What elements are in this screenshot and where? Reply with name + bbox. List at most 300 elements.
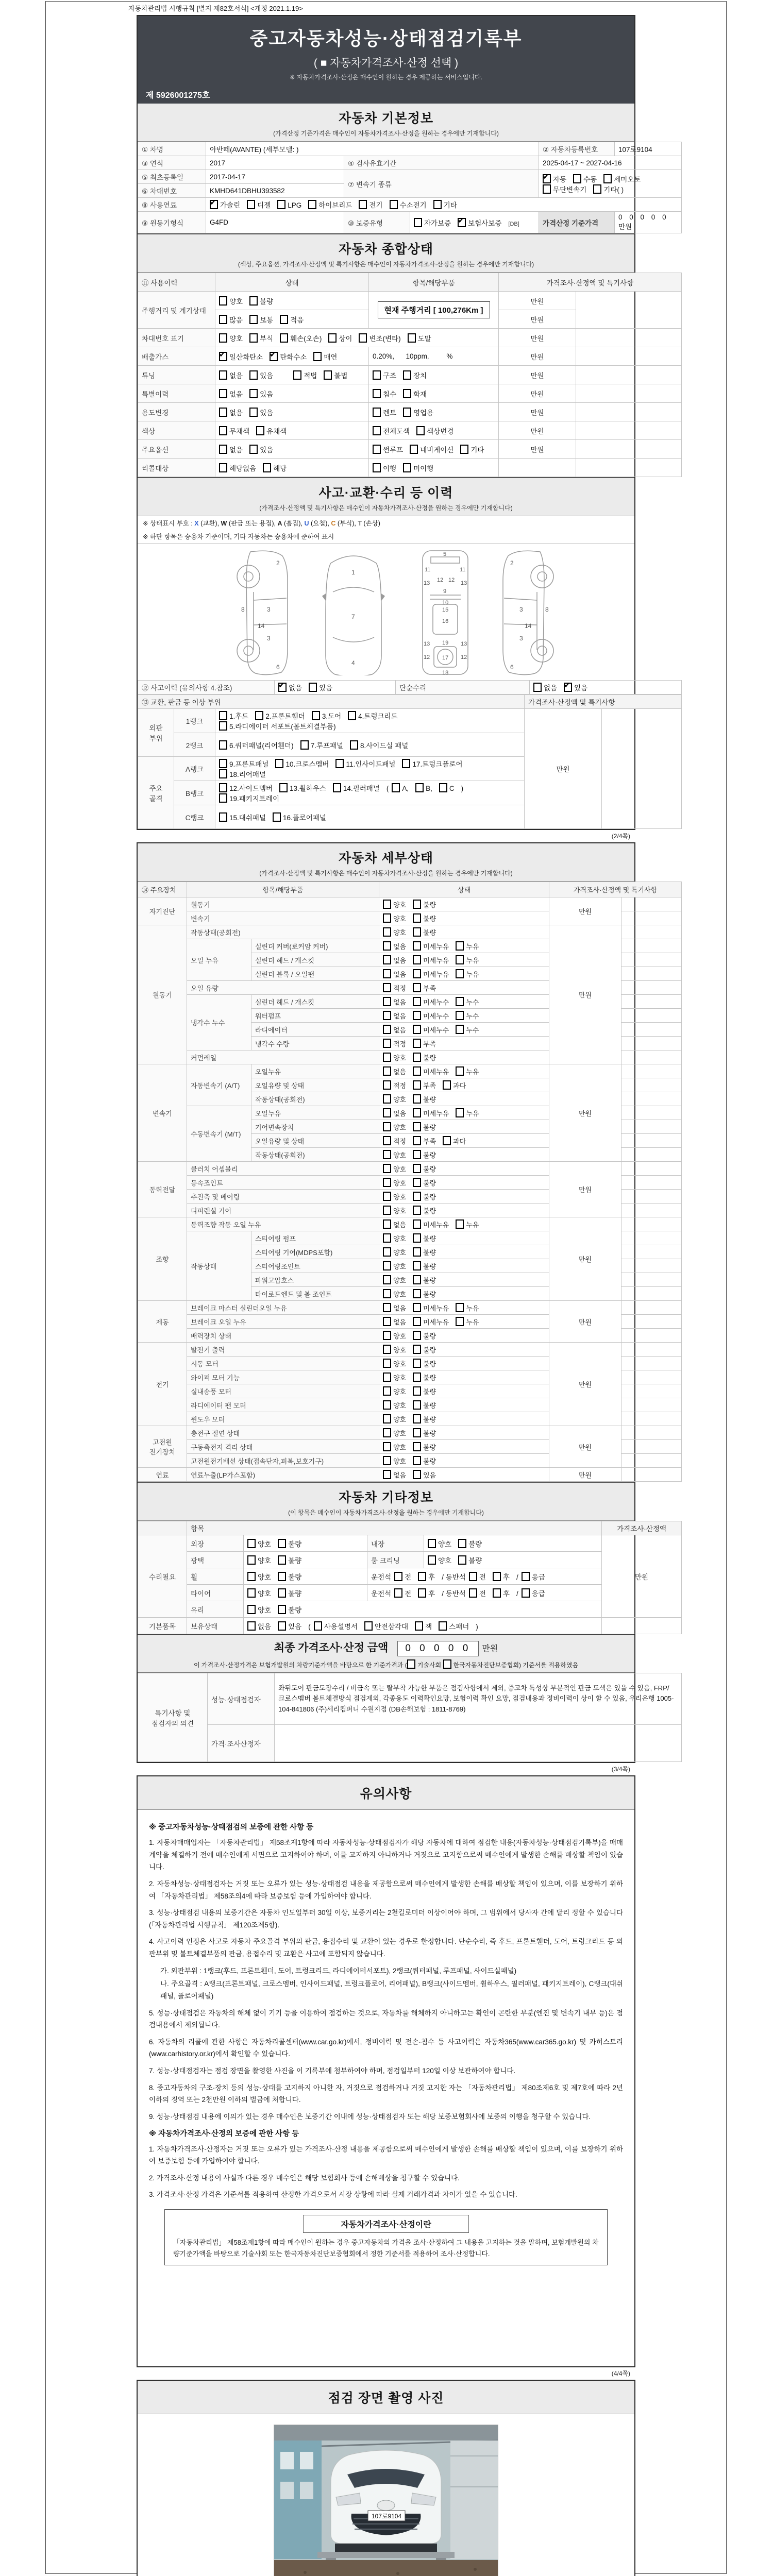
checkbox-option[interactable]: 10.크로스멤버 [275, 758, 329, 769]
checkbox-option[interactable]: B, [415, 783, 432, 792]
unchecked-checkbox-icon[interactable] [403, 408, 411, 417]
checkbox-option[interactable]: ✔ 있음 [564, 682, 587, 692]
unchecked-checkbox-icon[interactable] [443, 1136, 451, 1145]
checked-checkbox-icon[interactable] [564, 683, 572, 692]
unchecked-checkbox-icon[interactable] [383, 1372, 391, 1382]
checkbox-option[interactable]: 양호 [383, 1275, 406, 1285]
checkbox-option[interactable]: 불량 [413, 1178, 436, 1188]
checkbox-option[interactable]: 하이브리드 [308, 199, 352, 210]
checkbox-option[interactable]: 없음 [383, 1219, 406, 1229]
unchecked-checkbox-icon[interactable] [533, 683, 542, 692]
unchecked-checkbox-icon[interactable] [383, 1066, 391, 1076]
checkbox-option[interactable]: 양호 [428, 1538, 451, 1549]
unchecked-checkbox-icon[interactable] [413, 1122, 421, 1131]
checkbox-option[interactable]: 네비게이션 [410, 444, 453, 454]
unchecked-checkbox-icon[interactable] [383, 1233, 391, 1243]
checkbox-option[interactable]: 양호 [383, 1192, 406, 1201]
unchecked-checkbox-icon[interactable] [402, 759, 410, 768]
unchecked-checkbox-icon[interactable] [413, 941, 421, 951]
unchecked-checkbox-icon[interactable] [413, 1094, 421, 1104]
unchecked-checkbox-icon[interactable] [383, 1414, 391, 1423]
unchecked-checkbox-icon[interactable] [335, 759, 344, 768]
checkbox-option[interactable]: 불량 [413, 1192, 436, 1201]
unchecked-checkbox-icon[interactable] [278, 1588, 286, 1598]
checkbox-option[interactable]: 불량 [413, 1400, 436, 1410]
checkbox-option[interactable]: 안전삼각대 [364, 1621, 408, 1631]
checkbox-option[interactable]: 있음 [309, 682, 332, 692]
unchecked-checkbox-icon[interactable] [383, 1456, 391, 1465]
unchecked-checkbox-icon[interactable] [413, 1192, 421, 1201]
unchecked-checkbox-icon[interactable] [275, 759, 283, 768]
unchecked-checkbox-icon[interactable] [383, 1039, 391, 1048]
checkbox-option[interactable]: 양호 [383, 1247, 406, 1257]
unchecked-checkbox-icon[interactable] [413, 927, 421, 937]
unchecked-checkbox-icon[interactable] [308, 200, 316, 209]
unchecked-checkbox-icon[interactable] [413, 1345, 421, 1354]
unchecked-checkbox-icon[interactable] [413, 1066, 421, 1076]
checked-checkbox-icon[interactable] [278, 683, 287, 692]
unchecked-checkbox-icon[interactable] [403, 463, 411, 472]
unchecked-checkbox-icon[interactable] [383, 1470, 391, 1479]
checkbox-option[interactable]: 잭 [415, 1621, 432, 1631]
checkbox-option[interactable]: 양호 [383, 1442, 406, 1452]
checkbox-option[interactable]: 양호 [383, 1331, 406, 1341]
unchecked-checkbox-icon[interactable] [219, 759, 227, 768]
unchecked-checkbox-icon[interactable] [593, 184, 601, 194]
checkbox-option[interactable]: 미세누수 [413, 1011, 449, 1021]
unchecked-checkbox-icon[interactable] [413, 1053, 421, 1062]
unchecked-checkbox-icon[interactable] [293, 370, 301, 380]
checkbox-option[interactable]: 양호 [383, 1094, 406, 1104]
unchecked-checkbox-icon[interactable] [255, 711, 263, 720]
checkbox-option[interactable]: 2.프론트휀더 [255, 710, 305, 721]
unchecked-checkbox-icon[interactable] [413, 1359, 421, 1368]
unchecked-checkbox-icon[interactable] [256, 426, 264, 435]
checkbox-option[interactable]: 없음 [383, 1470, 406, 1480]
unchecked-checkbox-icon[interactable] [383, 927, 391, 937]
checkbox-option[interactable]: 불량 [458, 1555, 482, 1565]
checkbox-option[interactable]: ✔ 일산화탄소 [219, 351, 263, 362]
checkbox-option[interactable]: 3.도어 [312, 710, 341, 721]
checkbox-option[interactable]: 양호 [383, 1400, 406, 1410]
checkbox-option[interactable]: 미세누수 [413, 997, 449, 1007]
checkbox-option[interactable]: 전기 [359, 199, 382, 210]
unchecked-checkbox-icon[interactable] [383, 1289, 391, 1298]
unchecked-checkbox-icon[interactable] [383, 1206, 391, 1215]
checkbox-option[interactable]: 없음 [533, 682, 557, 692]
unchecked-checkbox-icon[interactable] [392, 783, 400, 792]
checked-checkbox-icon[interactable] [270, 352, 278, 361]
checkbox-option[interactable]: 미세누유 [413, 955, 449, 965]
checkbox-option[interactable]: 없음 [383, 955, 406, 965]
unchecked-checkbox-icon[interactable] [456, 1025, 464, 1034]
checkbox-option[interactable]: 누유 [456, 1303, 479, 1313]
checkbox-option[interactable]: 불량 [413, 1428, 436, 1438]
unchecked-checkbox-icon[interactable] [456, 1108, 464, 1117]
unchecked-checkbox-icon[interactable] [249, 296, 258, 306]
checkbox-option[interactable]: ✔자동 [543, 174, 566, 184]
checkbox-option[interactable]: 9.프론트패널 [219, 758, 268, 769]
checkbox-option[interactable]: 후 [418, 1571, 435, 1582]
checkbox-option[interactable]: 누유 [456, 955, 479, 965]
checkbox-option[interactable]: 전 [469, 1571, 486, 1582]
checkbox-option[interactable]: 양호 [383, 1414, 406, 1424]
unchecked-checkbox-icon[interactable] [219, 740, 227, 750]
unchecked-checkbox-icon[interactable] [383, 1359, 391, 1368]
unchecked-checkbox-icon[interactable] [247, 1588, 256, 1598]
unchecked-checkbox-icon[interactable] [328, 333, 337, 343]
unchecked-checkbox-icon[interactable] [413, 900, 421, 909]
unchecked-checkbox-icon[interactable] [413, 1470, 421, 1479]
unchecked-checkbox-icon[interactable] [359, 333, 367, 343]
checkbox-option[interactable]: 불량 [413, 900, 436, 909]
unchecked-checkbox-icon[interactable] [263, 463, 271, 472]
checkbox-option[interactable]: 사용설명서 [314, 1621, 358, 1631]
checkbox-option[interactable]: 세미오토 [603, 174, 641, 184]
checkbox-option[interactable]: 없음 [219, 444, 243, 454]
checkbox-option[interactable]: A, [392, 783, 409, 792]
checkbox-option[interactable]: 양호 [383, 1289, 406, 1299]
checkbox-option[interactable]: 양호 [383, 1122, 406, 1132]
unchecked-checkbox-icon[interactable] [219, 408, 227, 417]
checkbox-option[interactable]: 부족 [413, 1039, 436, 1048]
unchecked-checkbox-icon[interactable] [522, 1572, 530, 1581]
unchecked-checkbox-icon[interactable] [383, 900, 391, 909]
unchecked-checkbox-icon[interactable] [247, 1605, 256, 1614]
checkbox-option[interactable]: ✔ 보험사보증 [458, 217, 501, 228]
unchecked-checkbox-icon[interactable] [312, 711, 320, 720]
unchecked-checkbox-icon[interactable] [413, 1247, 421, 1257]
checkbox-option[interactable]: 적음 [280, 314, 304, 325]
checkbox-option[interactable]: 불량 [249, 296, 273, 306]
unchecked-checkbox-icon[interactable] [413, 1386, 421, 1396]
checkbox-option[interactable]: 불량 [413, 1122, 436, 1132]
unchecked-checkbox-icon[interactable] [249, 408, 258, 417]
unchecked-checkbox-icon[interactable] [383, 1122, 391, 1131]
unchecked-checkbox-icon[interactable] [247, 1539, 256, 1548]
unchecked-checkbox-icon[interactable] [383, 1164, 391, 1173]
unchecked-checkbox-icon[interactable] [219, 711, 227, 720]
checkbox-option[interactable]: 전 [469, 1588, 486, 1598]
checkbox-option[interactable]: 침수 [373, 388, 396, 399]
unchecked-checkbox-icon[interactable] [403, 389, 411, 398]
checkbox-option[interactable]: 양호 [383, 1178, 406, 1188]
unchecked-checkbox-icon[interactable] [394, 1572, 402, 1581]
checkbox-option[interactable]: 누유 [456, 1108, 479, 1118]
checkbox-option[interactable]: 후 [418, 1588, 435, 1598]
unchecked-checkbox-icon[interactable] [413, 1136, 421, 1145]
checked-checkbox-icon[interactable] [219, 352, 227, 361]
checkbox-option[interactable]: 후 [493, 1571, 510, 1582]
checkbox-option[interactable]: 많음 [219, 314, 243, 325]
unchecked-checkbox-icon[interactable] [414, 218, 422, 227]
checkbox-option[interactable]: 없음 [383, 969, 406, 979]
checkbox-option[interactable]: 자가보증 [414, 217, 451, 228]
unchecked-checkbox-icon[interactable] [383, 1219, 391, 1229]
checkbox-option[interactable]: 미세누유 [413, 1303, 449, 1313]
checkbox-option[interactable]: 12.사이드멤버 [219, 783, 273, 793]
unchecked-checkbox-icon[interactable] [413, 1289, 421, 1298]
unchecked-checkbox-icon[interactable] [249, 389, 258, 398]
unchecked-checkbox-icon[interactable] [413, 955, 421, 964]
checkbox-option[interactable]: ✔ 없음 [278, 682, 302, 692]
checkbox-option[interactable]: 썬루프 [373, 444, 403, 454]
unchecked-checkbox-icon[interactable] [383, 955, 391, 964]
unchecked-checkbox-icon[interactable] [219, 793, 227, 803]
unchecked-checkbox-icon[interactable] [460, 445, 468, 454]
checkbox-option[interactable]: 화재 [403, 388, 427, 399]
checkbox-option[interactable]: 불량 [413, 1414, 436, 1424]
unchecked-checkbox-icon[interactable] [383, 1317, 391, 1326]
unchecked-checkbox-icon[interactable] [418, 1572, 426, 1581]
checkbox-option[interactable]: 불량 [413, 1275, 436, 1285]
unchecked-checkbox-icon[interactable] [373, 445, 381, 454]
unchecked-checkbox-icon[interactable] [407, 1659, 415, 1669]
checkbox-option[interactable]: 양호 [247, 1588, 271, 1598]
unchecked-checkbox-icon[interactable] [313, 352, 322, 361]
checkbox-option[interactable]: 불량 [278, 1555, 301, 1565]
unchecked-checkbox-icon[interactable] [247, 1621, 256, 1631]
unchecked-checkbox-icon[interactable] [439, 1621, 447, 1631]
unchecked-checkbox-icon[interactable] [413, 1317, 421, 1326]
unchecked-checkbox-icon[interactable] [443, 1659, 451, 1669]
checkbox-option[interactable]: 17.트렁크플로어 [402, 758, 462, 769]
unchecked-checkbox-icon[interactable] [428, 1555, 436, 1565]
unchecked-checkbox-icon[interactable] [413, 1400, 421, 1410]
checkbox-option[interactable]: 있음 [249, 407, 273, 417]
unchecked-checkbox-icon[interactable] [413, 1108, 421, 1117]
unchecked-checkbox-icon[interactable] [333, 783, 341, 792]
checkbox-option[interactable]: 18.리어패널 [219, 769, 266, 779]
unchecked-checkbox-icon[interactable] [383, 997, 391, 1006]
unchecked-checkbox-icon[interactable] [219, 783, 227, 792]
checkbox-option[interactable]: 양호 [383, 1164, 406, 1174]
unchecked-checkbox-icon[interactable] [383, 1442, 391, 1451]
unchecked-checkbox-icon[interactable] [373, 463, 381, 472]
checkbox-option[interactable]: 불법 [324, 370, 347, 380]
checkbox-option[interactable]: 훼손(오손) [280, 333, 322, 343]
unchecked-checkbox-icon[interactable] [383, 983, 391, 992]
checkbox-option[interactable]: 구조 [373, 370, 396, 380]
unchecked-checkbox-icon[interactable] [350, 740, 358, 750]
checkbox-option[interactable]: 적정 [383, 1039, 406, 1048]
unchecked-checkbox-icon[interactable] [383, 1108, 391, 1117]
unchecked-checkbox-icon[interactable] [383, 913, 391, 923]
unchecked-checkbox-icon[interactable] [280, 315, 288, 324]
checkbox-option[interactable]: 부족 [413, 1136, 436, 1146]
unchecked-checkbox-icon[interactable] [433, 200, 442, 209]
checkbox-option[interactable]: 16.플로어패널 [273, 812, 326, 822]
unchecked-checkbox-icon[interactable] [219, 296, 227, 306]
checkbox-option[interactable]: 있음 [278, 1621, 301, 1631]
unchecked-checkbox-icon[interactable] [383, 969, 391, 978]
unchecked-checkbox-icon[interactable] [456, 1066, 464, 1076]
unchecked-checkbox-icon[interactable] [383, 1150, 391, 1159]
unchecked-checkbox-icon[interactable] [219, 426, 227, 435]
unchecked-checkbox-icon[interactable] [456, 1303, 464, 1312]
checkbox-option[interactable]: 없음 [383, 1317, 406, 1327]
checkbox-option[interactable]: 불량 [413, 1094, 436, 1104]
checkbox-option[interactable]: 누유 [456, 1066, 479, 1076]
checkbox-option[interactable]: 14.필러패널 [333, 783, 380, 793]
checkbox-option[interactable]: 양호 [383, 1261, 406, 1271]
unchecked-checkbox-icon[interactable] [324, 370, 332, 380]
checkbox-option[interactable]: 없음 [383, 941, 406, 951]
checkbox-option[interactable]: 미세누유 [413, 1219, 449, 1229]
unchecked-checkbox-icon[interactable] [413, 1011, 421, 1020]
unchecked-checkbox-icon[interactable] [469, 1572, 477, 1581]
checkbox-option[interactable]: 누수 [456, 1025, 479, 1035]
unchecked-checkbox-icon[interactable] [219, 769, 227, 778]
unchecked-checkbox-icon[interactable] [383, 1247, 391, 1257]
checkbox-option[interactable]: 수동 [573, 174, 597, 184]
unchecked-checkbox-icon[interactable] [383, 1386, 391, 1396]
checkbox-option[interactable]: 불량 [413, 1206, 436, 1215]
checkbox-option[interactable]: 불량 [413, 1345, 436, 1354]
unchecked-checkbox-icon[interactable] [415, 783, 424, 792]
checkbox-option[interactable]: 양호 [219, 296, 243, 306]
unchecked-checkbox-icon[interactable] [383, 1053, 391, 1062]
checkbox-option[interactable]: 1.후드 [219, 710, 248, 721]
unchecked-checkbox-icon[interactable] [458, 1539, 466, 1548]
unchecked-checkbox-icon[interactable] [469, 1588, 477, 1598]
checkbox-option[interactable]: 불량 [413, 1289, 436, 1299]
unchecked-checkbox-icon[interactable] [383, 1331, 391, 1340]
checkbox-option[interactable]: 양호 [383, 1053, 406, 1062]
checkbox-option[interactable]: 누수 [456, 997, 479, 1007]
unchecked-checkbox-icon[interactable] [277, 200, 285, 209]
unchecked-checkbox-icon[interactable] [383, 1011, 391, 1020]
checkbox-option[interactable]: 5.라디에이터 서포트(볼트체결부품) [219, 721, 336, 731]
unchecked-checkbox-icon[interactable] [413, 997, 421, 1006]
checkbox-option[interactable]: 15.대쉬패널 [219, 812, 266, 822]
unchecked-checkbox-icon[interactable] [373, 426, 381, 435]
checkbox-option[interactable]: C [439, 783, 455, 792]
unchecked-checkbox-icon[interactable] [410, 445, 418, 454]
unchecked-checkbox-icon[interactable] [278, 1555, 286, 1565]
checkbox-option[interactable]: 불량 [413, 913, 436, 923]
checkbox-option[interactable]: 누유 [456, 1317, 479, 1327]
unchecked-checkbox-icon[interactable] [383, 1428, 391, 1437]
checkbox-option[interactable]: 7.루프패널 [300, 740, 343, 750]
checkbox-option[interactable]: 전 [394, 1571, 411, 1582]
checkbox-option[interactable]: 매연 [313, 351, 337, 362]
checked-checkbox-icon[interactable] [543, 174, 551, 183]
unchecked-checkbox-icon[interactable] [247, 200, 255, 209]
unchecked-checkbox-icon[interactable] [413, 913, 421, 923]
checkbox-option[interactable]: 부족 [413, 1080, 436, 1090]
checkbox-option[interactable]: 불량 [413, 927, 436, 937]
checkbox-option[interactable]: 후 [493, 1588, 510, 1598]
checkbox-option[interactable]: 불량 [278, 1588, 301, 1598]
checkbox-option[interactable]: 응급 [522, 1588, 545, 1598]
checkbox-option[interactable]: 부식 [249, 333, 273, 343]
unchecked-checkbox-icon[interactable] [383, 941, 391, 951]
unchecked-checkbox-icon[interactable] [456, 969, 464, 978]
checkbox-option[interactable]: 양호 [383, 1386, 406, 1396]
checkbox-option[interactable]: 불량 [413, 1456, 436, 1466]
checkbox-option[interactable]: 13.휠하우스 [279, 783, 326, 793]
checkbox-option[interactable]: 누유 [456, 941, 479, 951]
checked-checkbox-icon[interactable] [210, 200, 218, 209]
checkbox-option[interactable]: 양호 [383, 1428, 406, 1438]
unchecked-checkbox-icon[interactable] [219, 812, 227, 822]
checkbox-option[interactable]: 도말 [408, 333, 431, 343]
checkbox-option[interactable]: 불량 [413, 1372, 436, 1382]
checkbox-option[interactable]: 적정 [383, 983, 406, 993]
unchecked-checkbox-icon[interactable] [413, 1456, 421, 1465]
checkbox-option[interactable]: 무채색 [219, 426, 249, 436]
checkbox-option[interactable]: 6.쿼터패널(리어휀더) [219, 740, 294, 750]
unchecked-checkbox-icon[interactable] [249, 333, 258, 343]
unchecked-checkbox-icon[interactable] [273, 812, 281, 822]
checkbox-option[interactable]: 응급 [522, 1571, 545, 1582]
unchecked-checkbox-icon[interactable] [413, 1206, 421, 1215]
unchecked-checkbox-icon[interactable] [415, 1621, 423, 1631]
unchecked-checkbox-icon[interactable] [359, 200, 367, 209]
unchecked-checkbox-icon[interactable] [416, 426, 425, 435]
unchecked-checkbox-icon[interactable] [456, 1317, 464, 1326]
unchecked-checkbox-icon[interactable] [383, 1178, 391, 1187]
unchecked-checkbox-icon[interactable] [280, 333, 288, 343]
unchecked-checkbox-icon[interactable] [413, 1080, 421, 1090]
checkbox-option[interactable]: 양호 [383, 1150, 406, 1160]
unchecked-checkbox-icon[interactable] [373, 389, 381, 398]
checkbox-option[interactable]: 미세누유 [413, 969, 449, 979]
checked-checkbox-icon[interactable] [458, 218, 466, 227]
checkbox-option[interactable]: 미세누유 [413, 1108, 449, 1118]
checkbox-option[interactable]: 누유 [456, 1219, 479, 1229]
checkbox-option[interactable]: 불량 [413, 1150, 436, 1160]
checkbox-option[interactable]: 불량 [413, 1053, 436, 1062]
unchecked-checkbox-icon[interactable] [219, 333, 227, 343]
unchecked-checkbox-icon[interactable] [278, 1621, 286, 1631]
unchecked-checkbox-icon[interactable] [456, 955, 464, 964]
checkbox-option[interactable]: 양호 [383, 927, 406, 937]
checkbox-option[interactable]: 누유 [456, 969, 479, 979]
checkbox-option[interactable]: 없음 [219, 407, 243, 417]
unchecked-checkbox-icon[interactable] [403, 370, 411, 380]
unchecked-checkbox-icon[interactable] [300, 740, 309, 750]
checkbox-option[interactable]: 없음 [383, 1303, 406, 1313]
unchecked-checkbox-icon[interactable] [413, 983, 421, 992]
unchecked-checkbox-icon[interactable] [413, 1164, 421, 1173]
checkbox-option[interactable]: 부족 [413, 983, 436, 993]
checkbox-option[interactable]: 불량 [413, 1164, 436, 1174]
checkbox-option[interactable]: LPG [277, 200, 301, 209]
checkbox-option[interactable]: 기타( ) [593, 184, 624, 194]
unchecked-checkbox-icon[interactable] [383, 1400, 391, 1410]
checkbox-option[interactable]: 없음 [219, 388, 243, 399]
checkbox-option[interactable]: 과다 [443, 1080, 466, 1090]
checkbox-option[interactable]: 양호 [247, 1555, 271, 1565]
checkbox-option[interactable]: 불량 [458, 1538, 482, 1549]
checkbox-option[interactable]: 양호 [219, 333, 243, 343]
unchecked-checkbox-icon[interactable] [413, 1428, 421, 1437]
checkbox-option[interactable]: 적법 [293, 370, 317, 380]
unchecked-checkbox-icon[interactable] [408, 333, 416, 343]
checkbox-option[interactable]: 적정 [383, 1136, 406, 1146]
checkbox-option[interactable]: 없음 [383, 1066, 406, 1076]
unchecked-checkbox-icon[interactable] [247, 1572, 256, 1581]
checkbox-option[interactable]: 이행 [373, 463, 396, 473]
checkbox-option[interactable]: 양호 [383, 1206, 406, 1215]
unchecked-checkbox-icon[interactable] [413, 1331, 421, 1340]
unchecked-checkbox-icon[interactable] [428, 1539, 436, 1548]
unchecked-checkbox-icon[interactable] [383, 1080, 391, 1090]
checkbox-option[interactable]: 없음 [383, 1108, 406, 1118]
unchecked-checkbox-icon[interactable] [439, 783, 447, 792]
